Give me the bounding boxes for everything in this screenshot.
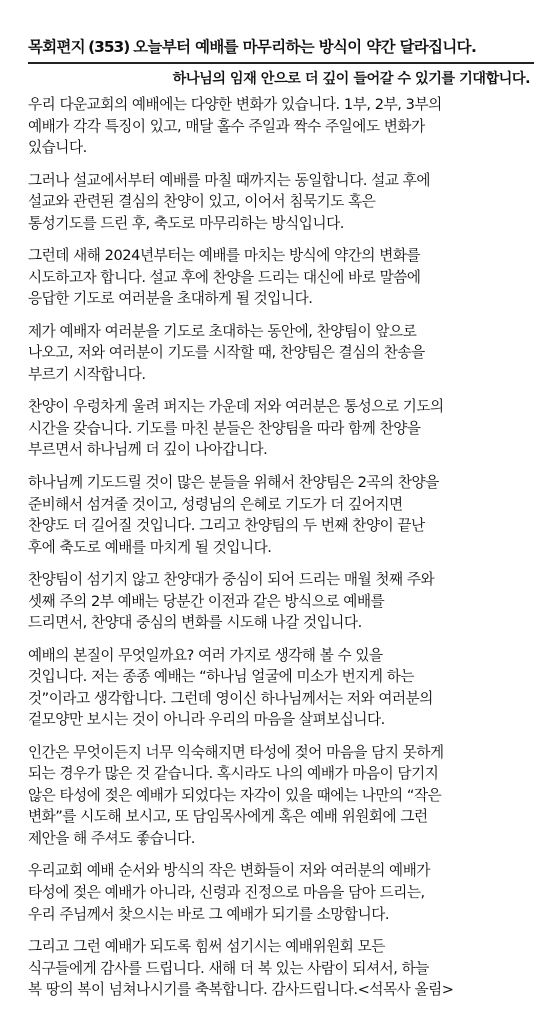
paragraph (28, 396, 534, 461)
title-text: 오늘부터 예배를 마무리하는 방식이 약간 달라집니다. (133, 38, 477, 56)
paragraph-line: 않은 타성에 젖은 예배가 되었다는 자각이 있을 때에는 나만의 “작은 (28, 786, 442, 804)
paragraph (28, 645, 534, 731)
issue-number: (353) (88, 38, 130, 56)
letter-header (28, 34, 534, 90)
letter-body (28, 94, 534, 1012)
paragraph (28, 472, 534, 558)
paragraph-line: 것입니다. 저는 종종 예배는 “하나님 얼굴에 미소가 번지게 하는 (28, 668, 415, 686)
paragraph-line: 찬양도 더 길어질 것입니다. 그리고 찬양팀의 두 번째 찬양이 끝난 (28, 517, 425, 535)
paragraph-line: 변화”를 시도해 보시고, 또 담임목사에게 혹은 예배 위원회에 그런 (28, 808, 428, 826)
paragraph-line: 통성기도를 드린 후, 축도로 마무리하는 방식입니다. (28, 214, 344, 232)
paragraph (28, 860, 534, 925)
paragraph (28, 245, 534, 310)
paragraph-line: 예배의 본질이 무엇일까요? 여러 가지로 생각해 볼 수 있을 (28, 646, 383, 664)
paragraph-line: 그러나 설교에서부터 예배를 마칠 때까지는 동일합니다. 설교 후에 (28, 171, 430, 189)
paragraph-line: 그리고 그런 예배가 되도록 힘써 섬기시는 예배위원회 모든 (28, 938, 385, 956)
paragraph-line: 시도하고자 합니다. 설교 후에 찬양을 드리는 대신에 바로 말씀에 (28, 268, 421, 286)
paragraph-line: 나오고, 저와 여러분이 기도를 시작할 때, 찬양팀은 결심의 찬송을 (28, 344, 425, 362)
paragraph-line: 식구들에게 감사를 드립니다. 새해 더 복 있는 사람이 되셔서, 하늘 (28, 959, 429, 977)
paragraph-line: 하나님께 기도드릴 것이 많은 분들을 위해서 찬양팀은 2곡의 찬양을 (28, 473, 439, 491)
paragraph (28, 742, 534, 850)
paragraph (28, 321, 534, 386)
paragraph-line: 우리교회 예배 순서와 방식의 작은 변화들이 저와 여러분의 예배가 (28, 862, 430, 880)
paragraph-line: 드리면서, 찬양대 중심의 변화를 시도해 나갈 것입니다. (28, 614, 362, 632)
paragraph-line: 시간을 갖습니다. 기도를 마친 분들은 찬양팀을 따라 함께 찬양을 (28, 419, 421, 437)
paragraph-line: 우리 주님께서 찾으시는 바로 그 예배가 되기를 소망합니다. (28, 905, 390, 923)
paragraph-line: 후에 축도로 예배를 마치게 될 것입니다. (28, 538, 272, 556)
paragraph-line: 설교와 관련된 결심의 찬양이 있고, 이어서 침묵기도 혹은 (28, 193, 376, 211)
paragraph-line: 응답한 기도로 여러분을 초대하게 될 것입니다. (28, 290, 313, 308)
paragraph-line: 셋째 주의 2부 예배는 당분간 이전과 같은 방식으로 예배를 (28, 592, 385, 610)
letter-title (28, 34, 534, 60)
paragraph (28, 170, 534, 235)
paragraph-line: 우리 다운교회의 예배에는 다양한 변화가 있습니다. 1부, 2부, 3부의 (28, 96, 442, 113)
paragraph-line: 제안을 해 주셔도 좋습니다. (28, 829, 195, 847)
paragraph-line: 타성에 젖은 예배가 아니라, 신령과 진정으로 마음을 담아 드리는, (28, 884, 425, 901)
paragraph-line: 찬양이 우렁차게 울려 퍼지는 가운데 저와 여러분은 통성으로 기도의 (28, 398, 444, 416)
paragraph (28, 94, 534, 159)
paragraph-line: 부르기 시작합니다. (28, 365, 146, 383)
paragraph-line: 그런데 새해 2024년부터는 예배를 마치는 방식에 약간의 변화를 (28, 247, 421, 265)
paragraph-line: 예배가 각각 특징이 있고, 매달 홀수 주일과 짝수 주일에도 변화가 (28, 117, 425, 135)
paragraph-line: 있습니다. (28, 139, 87, 157)
title-prefix: 목회편지 (28, 38, 86, 56)
paragraph-line: 복 땅의 복이 넘쳐나시기를 축복합니다. 감사드립니다.<석목사 올림> (28, 981, 454, 999)
title-divider (28, 62, 534, 64)
paragraph-line: 찬양팀이 섬기지 않고 찬양대가 중심이 되어 드리는 매월 첫째 주와 (28, 571, 435, 589)
letter-subtitle: 하나님의 임재 안으로 더 깊이 들어갈 수 있기를 기대합니다. (172, 71, 530, 87)
paragraph-line: 인간은 무엇이든지 너무 익숙해지면 타성에 젖어 마음을 담지 못하게 (28, 743, 444, 761)
paragraph-line: 부르면서 하나님께 더 깊이 나아갑니다. (28, 441, 268, 459)
paragraph-line: 제가 예배자 여러분을 기도로 초대하는 동안에, 찬양팀이 앞으로 (28, 322, 417, 340)
paragraph-line: 것”이라고 생각합니다. 그런데 영이신 하나님께서는 저와 여러분의 (28, 689, 433, 707)
paragraph-line: 되는 경우가 많은 것 같습니다. 혹시라도 나의 예배가 마음이 담기지 (28, 765, 439, 783)
paragraph (28, 569, 534, 634)
paragraph-line: 겉모양만 보시는 것이 아니라 우리의 마음을 살펴보십니다. (28, 711, 385, 729)
paragraph-line: 준비해서 섬겨줄 것이고, 성령님의 은혜로 기도가 더 깊어지면 (28, 495, 403, 513)
paragraph (28, 936, 534, 1001)
